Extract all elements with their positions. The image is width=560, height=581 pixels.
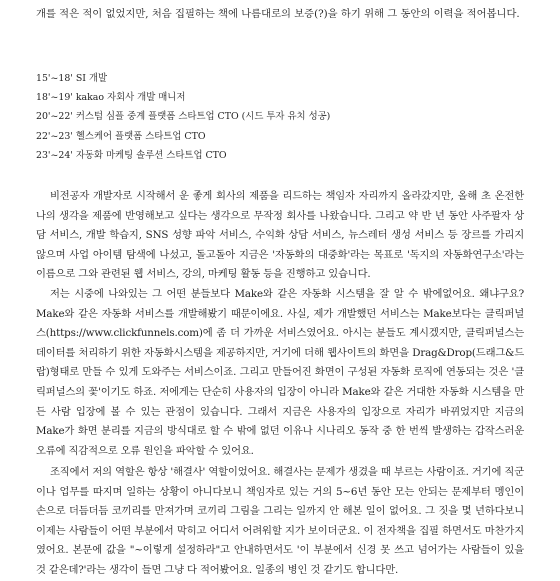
career-item: 15'~18' SI 개발 <box>36 73 108 84</box>
body-paragraph: 저는 시중에 나와있는 그 어떤 분들보다 Make와 같은 자동화 시스템을 잘 알 수 밖에없어요. 왜냐구요? Make와 같은 자동화 서비스를 개발해봤기 때문이에요. 사실, 제가 개발했던 서비스는 Make보다는 클릭퍼널스(https://www.clickfunnels.com)에 좀 더 가까운 서비스였어요. 아시는 분들도 계시겠지만, 클릭퍼널스는 데이터를 처리하기 위한 자동화시스템을 제공하지만, 거기에 더해 웹사이트의 화면을 Drag&Drop(드래그&드랍)형태로 만들 수 있게 도와주는 서비스이죠. 그리고 만들어진 화면이 구성된 자동화 로직에 연동되는 것은 '클릭퍼널스의 꽃'이기도 하죠. 저에게는 단순히 사용자의 입장이 아니라 Make와 같은 거대한 자동화 시스템을 만든 사람 입장에 볼 수 있는 관점이 있습니다. 그래서 지금은 사용자의 입장으로 자리가 바뀌었지만 지금의 Make가 화면 분리를 지금의 방식대로 할 수 밖에 없던 이유나 시나리오 동작 중 한 번씩 발생하는 갑작스러운 오류에 직감적으로 오류 원인을 파악할 수 있어요. <box>36 288 524 457</box>
body-paragraph: 비전공자 개발자로 시작해서 운 좋게 회사의 제품을 리드하는 책임자 자리까지 올라갔지만, 올해 초 온전한 나의 생각을 제품에 반영해보고 싶다는 생각으로 무작정 회사를 나왔습니다. 그리고 약 반 년 동안 사주팔자 상담 서비스, 개발 학습지, SNS 성향 파악 서비스, 수익화 상담 서비스, 뉴스레터 생성 서비스 등 장르를 가리지 않으며 사업 아이템 탐색에 나섰고, 돌고돌아 지금은 '자동화의 대중화'라는 목표로 '독지의 자동화연구소'라는 이름으로 그와 관련된 웹 서비스, 강의, 마케팅 활동 등을 진행하고 있습니다. <box>36 190 524 281</box>
career-item: 22'~23' 헬스케어 플랫폼 스타트업 CTO <box>36 130 206 142</box>
career-item: 23'~24' 자동화 마케팅 솔루션 스타트업 CTO <box>36 149 227 161</box>
intro-paragraph: 개를 적은 적이 없었지만, 처음 집필하는 책에 나름대로의 보증(?)을 하기 위해 그 동안의 이력을 적어봅니다. <box>36 8 520 20</box>
body-paragraph: 조직에서 저의 역할은 항상 '해결사' 역할이었어요. 해결사는 문제가 생겼을 때 부르는 사람이죠. 거기에 직군이나 업무를 따지며 일하는 상황이 아니다보니 책임자로 있는 거의 5~6년 동안 모는 안되는 문제부터 멩인이 손으로 더듬더듬 코끼리를 만져가며 코끼리 그림을 그리는 일까지 안 해본 일이 없어요. 그 짓을 몇 년하다보니 이제는 사람들이 어떤 부분에서 막히고 어디서 어려워할 지가 보이더군요. 이 전자책을 집필 하면서도 마찬가지였어요. 본문에 값을 "~이렇게 설정하라"고 안내하면서도 '이 부분에서 신경 못 쓰고 넘어가는 사람들이 있을 것 같은데?'라는 생각이 들면 그냥 다 적어봤어요. 일종의 병인 것 같기도 합니다만. <box>36 466 524 576</box>
career-list <box>36 69 330 165</box>
career-item: 18'~19' kakao 자회사 개발 매니저 <box>36 92 186 104</box>
career-item: 20'~22' 커스텀 심플 중계 플랫폼 스타트업 CTO (시드 투자 유치 성공) <box>36 111 331 123</box>
